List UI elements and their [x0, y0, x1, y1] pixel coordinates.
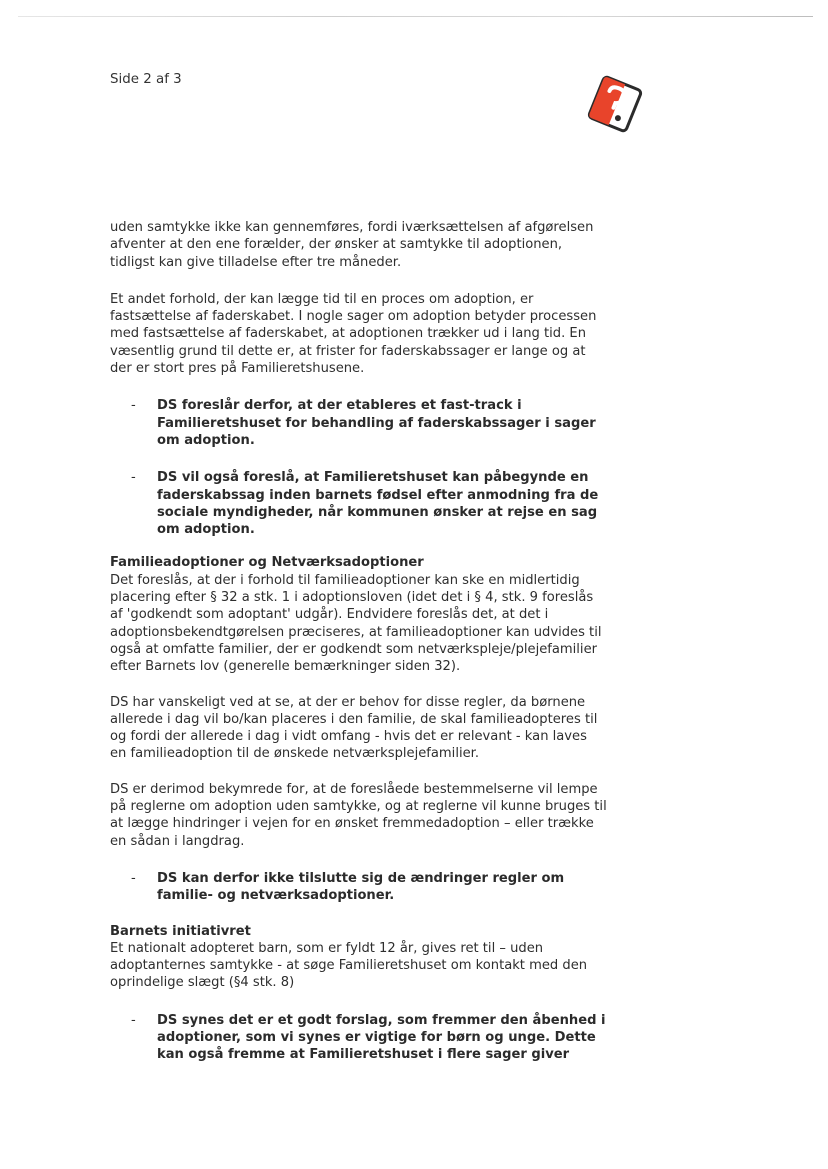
text-line: fastsættelse af faderskabet. I nogle sager om adoption betyder processen	[110, 309, 597, 325]
text-line: af 'godkendt som adoptant' udgår). Endvidere foreslås det, at det i	[110, 607, 549, 623]
scan-edge-line	[18, 16, 813, 17]
bullet-fast-track	[110, 397, 630, 449]
text-line: placering efter § 32 a stk. 1 i adoptionsloven (idet det i § 4, stk. 9 foreslås	[110, 590, 594, 606]
text-line: DS kan derfor ikke tilslutte sig de ændringer regler om	[157, 870, 565, 886]
text-line: også at omfatte familier, der er godkendt som netværkspleje/plejefamilier	[110, 641, 598, 657]
text-line: på reglerne om adoption uden samtykke, og at reglerne vil kunne bruges til	[110, 799, 607, 815]
paragraph-initiative-right	[110, 940, 630, 992]
bullet-dash: -	[131, 470, 136, 486]
bullet-no-support	[110, 870, 630, 905]
text-line: kan også fremme at Familieretshuset i flere sager giver	[157, 1047, 570, 1063]
text-line: uden samtykke ikke kan gennemføres, fordi iværksættelsen af afgørelsen	[110, 220, 594, 235]
paragraph-consent-delay	[110, 219, 630, 271]
text-line: DS foreslår derfor, at der etableres et fast-track i	[157, 398, 522, 414]
paragraph-paternity	[110, 291, 630, 377]
text-line: om adoption.	[157, 432, 255, 448]
text-line: om adoption.	[157, 522, 255, 538]
bullet-prenatal-paternity	[110, 469, 630, 538]
text-line: DS synes det er et godt forslag, som fremmer den åbenhed i	[157, 1012, 606, 1028]
text-line: adoptionsbekendtgørelsen præciseres, at familieadoptioner kan udvides til	[110, 624, 602, 640]
text-line: allerede i dag vil bo/kan placeres i den familie, de skal familieadopteres til	[110, 711, 598, 727]
bullet-good-proposal	[110, 1012, 630, 1064]
text-line: DS vil også foreslå, at Familieretshuset kan påbegynde en	[157, 470, 589, 486]
ds-logo-icon	[583, 72, 647, 136]
text-line: en sådan i langdrag.	[110, 833, 245, 849]
text-line: DS er derimod bekymrede for, at de foreslåede bestemmelserne vil lempe	[110, 781, 598, 797]
page-number: Side 2 af 3	[110, 72, 182, 87]
paragraph-family-adoptions	[110, 572, 630, 676]
text-line: familie- og netværksadoptioner.	[157, 888, 395, 904]
text-line: Det foreslås, at der i forhold til familieadoptioner kan ske en midlertidig	[110, 572, 580, 588]
text-line: DS har vanskeligt ved at se, at der er behov for disse regler, da børnene	[110, 694, 586, 710]
text-line: Et andet forhold, der kan lægge tid til en proces om adoption, er	[110, 291, 534, 307]
text-line: sociale myndigheder, når kommunen ønsker at rejse en sag	[157, 504, 598, 520]
text-line: afventer at den ene forælder, der ønsker at samtykke til adoptionen,	[110, 237, 563, 253]
text-line: tidligst kan give tilladelse efter tre måneder.	[110, 254, 402, 270]
text-line: faderskabssag inden barnets fødsel efter anmodning fra de	[157, 487, 599, 503]
text-line: oprindelige slægt (§4 stk. 8)	[110, 975, 295, 991]
section-heading-initiative-right: Barnets initiativret	[110, 923, 251, 939]
text-line: Et nationalt adopteret barn, som er fyldt 12 år, gives ret til – uden	[110, 940, 544, 956]
paragraph-no-need	[110, 694, 630, 763]
text-line: Familieretshuset for behandling af faderskabssager i sager	[157, 415, 596, 431]
text-line: væsentlig grund til dette er, at frister for faderskabssager er lange og at	[110, 343, 586, 359]
paragraph-concern	[110, 781, 630, 850]
text-line: efter Barnets lov (generelle bemærkninger siden 32).	[110, 659, 461, 675]
text-line: med fastsættelse af faderskabet, at adoptionen trækker ud i lang tid. En	[110, 326, 586, 342]
text-line: at lægge hindringer i vejen for en ønsket fremmedadoption – eller trække	[110, 816, 594, 832]
text-line: der er stort pres på Familieretshusene.	[110, 361, 365, 377]
text-line: adoptioner, som vi synes er vigtige for børn og unge. Dette	[157, 1029, 596, 1045]
bullet-dash: -	[131, 398, 136, 414]
letter-body	[110, 219, 630, 1064]
text-line: og fordi der allerede i dag i vidt omfang - hvis det er relevant - kan laves	[110, 729, 587, 745]
bullet-dash: -	[131, 870, 136, 886]
text-line: adoptanternes samtykke - at søge Familieretshuset om kontakt med den	[110, 958, 588, 974]
bullet-dash: -	[131, 1012, 136, 1028]
text-line: en familieadoption til de ønskede netværksplejefamilier.	[110, 746, 479, 762]
section-heading-family-adoptions: Familieadoptioner og Netværksadoptioner	[110, 555, 424, 571]
